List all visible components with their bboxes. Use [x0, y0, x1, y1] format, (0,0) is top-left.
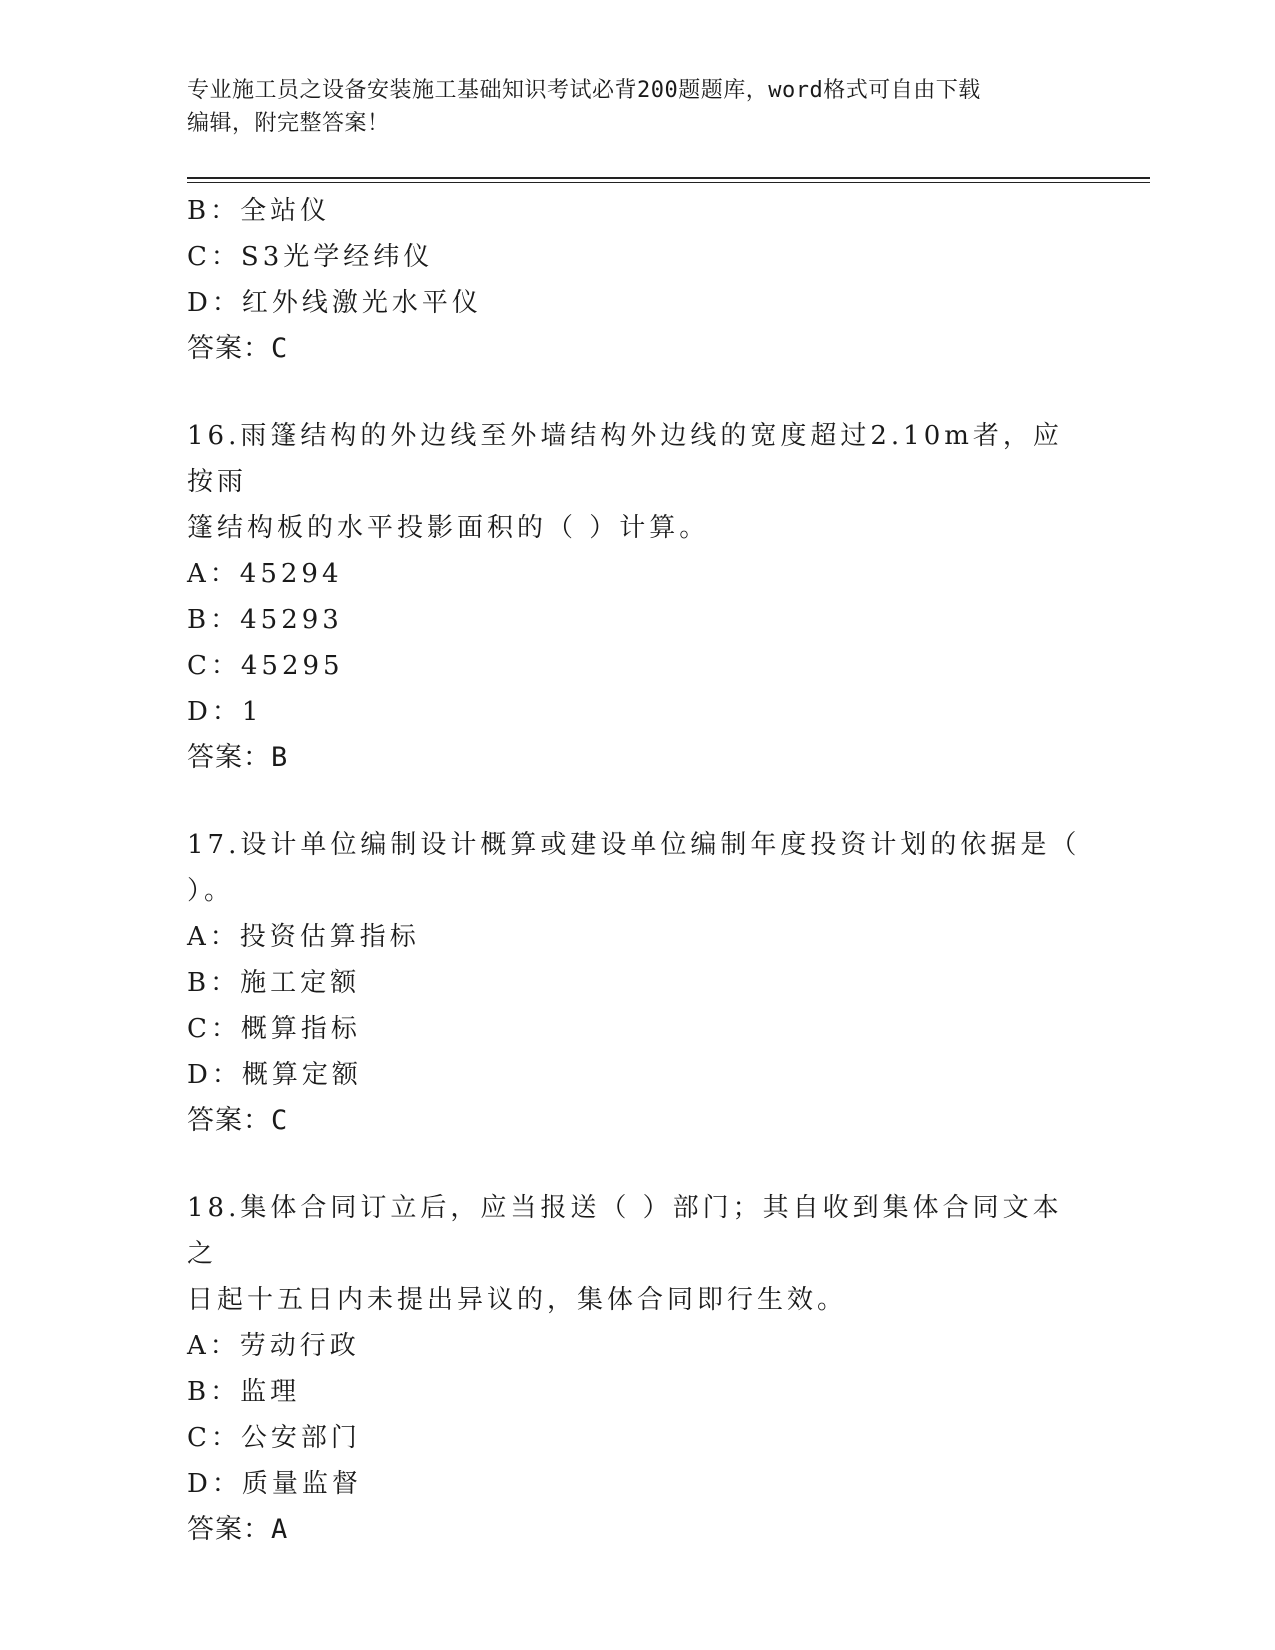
option-b: B：45293 — [187, 605, 343, 635]
answer: 答案：B — [187, 742, 289, 773]
option-d: D：质量监督 — [187, 1469, 362, 1499]
answer: 答案：C — [187, 333, 289, 364]
question-stem-line: 篷结构板的水平投影面积的（ ）计算。 — [187, 513, 710, 543]
option-c: C：45295 — [187, 651, 344, 681]
question-16 — [187, 413, 1087, 781]
option-b: B：全站仪 — [187, 196, 331, 226]
document-header — [187, 74, 1087, 140]
option-b: B：监理 — [187, 1377, 301, 1407]
question-content — [187, 188, 1087, 1553]
question-stem-line: 16.雨篷结构的外边线至外墙结构外边线的宽度超过2.10m者，应按雨 — [187, 421, 1063, 497]
question-stem-line: 18.集体合同订立后，应当报送（ ）部门；其自收到集体合同文本之 — [187, 1193, 1063, 1269]
question-17 — [187, 822, 1087, 1144]
header-divider-thick — [187, 177, 1150, 179]
question-stem-line: 17.设计单位编制设计概算或建设单位编制年度投资计划的依据是（ — [187, 830, 1081, 860]
option-a: A：劳动行政 — [187, 1331, 360, 1361]
option-b: B：施工定额 — [187, 968, 361, 998]
option-d: D：1 — [187, 697, 263, 727]
option-d: D：概算定额 — [187, 1060, 362, 1090]
question-18 — [187, 1185, 1087, 1553]
answer: 答案：A — [187, 1514, 289, 1545]
option-a: A：45294 — [187, 559, 343, 589]
option-c: C：公安部门 — [187, 1423, 361, 1453]
header-line-2: 编辑，附完整答案！ — [187, 111, 390, 136]
option-c: C：S3光学经纬仪 — [187, 242, 434, 272]
question-stem-line: ）。 — [187, 876, 235, 906]
header-line-1: 专业施工员之设备安装施工基础知识考试必背200题题库，word格式可自由下载 — [187, 78, 981, 103]
header-divider-thin — [187, 182, 1150, 183]
question-stem-line: 日起十五日内未提出异议的，集体合同即行生效。 — [187, 1285, 848, 1315]
option-c: C：概算指标 — [187, 1014, 361, 1044]
question-15-tail — [187, 188, 1087, 372]
answer: 答案：C — [187, 1105, 289, 1136]
option-a: A：投资估算指标 — [187, 922, 420, 952]
option-d: D：红外线激光水平仪 — [187, 288, 482, 318]
